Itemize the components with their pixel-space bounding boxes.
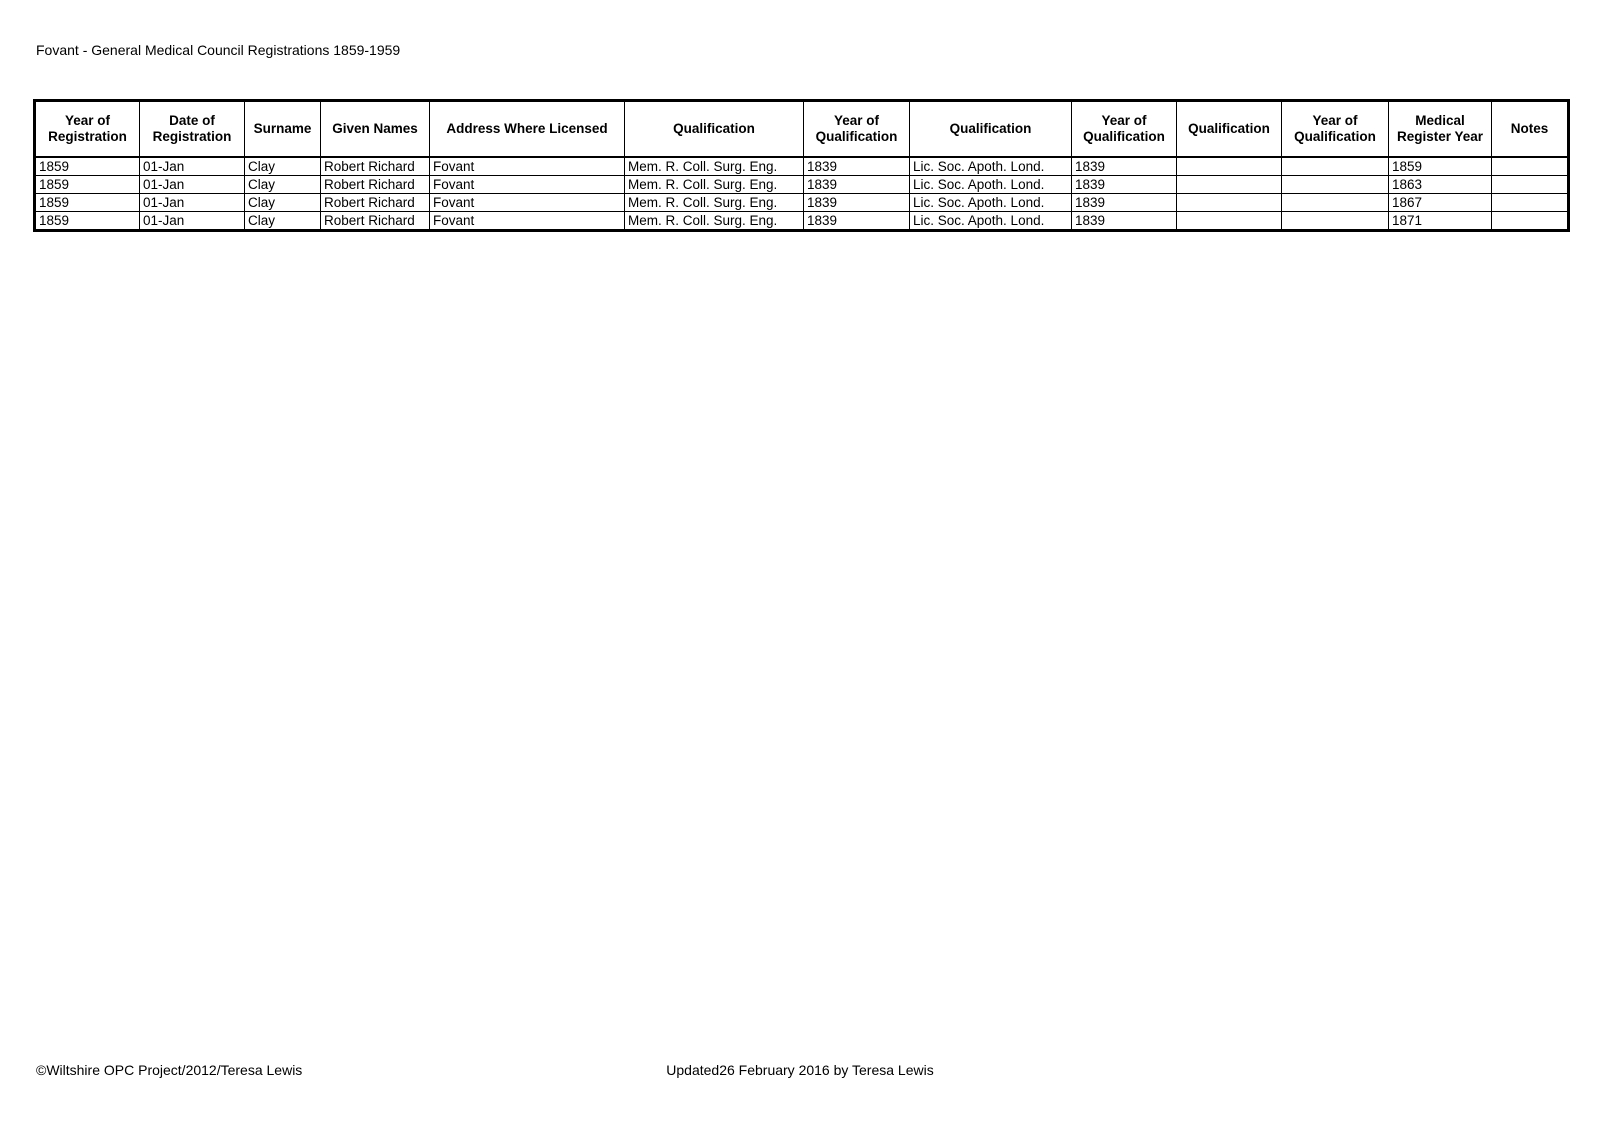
table-cell (1282, 194, 1389, 212)
table-cell: 1839 (1072, 212, 1177, 231)
footer-copyright: ©Wiltshire OPC Project/2012/Teresa Lewis (36, 1062, 303, 1078)
table-cell: 1839 (1072, 157, 1177, 176)
table-cell (1492, 157, 1569, 176)
footer-updated: Updated26 February 2016 by Teresa Lewis (666, 1062, 934, 1078)
table-cell: 1839 (804, 176, 910, 194)
column-header: Medical Register Year (1389, 101, 1492, 158)
table-cell: Robert Richard (321, 176, 430, 194)
table-cell: Clay (245, 157, 321, 176)
column-header: Given Names (321, 101, 430, 158)
table-cell: Fovant (430, 194, 625, 212)
table-cell (1282, 212, 1389, 231)
column-header: Qualification (910, 101, 1072, 158)
column-header: Year of Qualification (1282, 101, 1389, 158)
table-cell: 1859 (1389, 157, 1492, 176)
table-row (35, 194, 1569, 212)
table-row (35, 212, 1569, 231)
table-cell: 1839 (804, 157, 910, 176)
table-cell (1177, 194, 1282, 212)
table-cell: Lic. Soc. Apoth. Lond. (910, 176, 1072, 194)
table-cell: 1839 (804, 212, 910, 231)
table-cell: 1863 (1389, 176, 1492, 194)
table-cell: Mem. R. Coll. Surg. Eng. (625, 194, 804, 212)
column-header: Qualification (1177, 101, 1282, 158)
table-cell: 01-Jan (140, 157, 245, 176)
table-cell: 1871 (1389, 212, 1492, 231)
table-cell: Lic. Soc. Apoth. Lond. (910, 194, 1072, 212)
table-cell: Clay (245, 176, 321, 194)
registrations-table (33, 99, 1570, 232)
table-cell: Lic. Soc. Apoth. Lond. (910, 157, 1072, 176)
column-header: Year of Registration (35, 101, 140, 158)
table-cell: 1867 (1389, 194, 1492, 212)
column-header: Qualification (625, 101, 804, 158)
column-header: Notes (1492, 101, 1569, 158)
table-cell: Clay (245, 212, 321, 231)
table-cell: Mem. R. Coll. Surg. Eng. (625, 176, 804, 194)
table-cell: Robert Richard (321, 157, 430, 176)
column-header: Year of Qualification (1072, 101, 1177, 158)
table-cell: 1859 (35, 176, 140, 194)
table-row (35, 176, 1569, 194)
table-cell (1282, 176, 1389, 194)
table-cell (1282, 157, 1389, 176)
table-header (35, 101, 1569, 158)
table-cell: 1859 (35, 212, 140, 231)
column-header: Date of Registration (140, 101, 245, 158)
table-cell (1492, 212, 1569, 231)
table-cell: Fovant (430, 212, 625, 231)
table-row (35, 157, 1569, 176)
table-cell (1177, 212, 1282, 231)
table-cell: Robert Richard (321, 212, 430, 231)
table-cell: 1839 (1072, 194, 1177, 212)
table-cell: 01-Jan (140, 212, 245, 231)
table-body (35, 157, 1569, 231)
table-cell: Clay (245, 194, 321, 212)
table-cell: Mem. R. Coll. Surg. Eng. (625, 212, 804, 231)
table-cell (1492, 176, 1569, 194)
table-cell: 1839 (804, 194, 910, 212)
table-cell: Robert Richard (321, 194, 430, 212)
table-cell: Mem. R. Coll. Surg. Eng. (625, 157, 804, 176)
column-header: Address Where Licensed (430, 101, 625, 158)
table-cell: Lic. Soc. Apoth. Lond. (910, 212, 1072, 231)
table-cell (1492, 194, 1569, 212)
table-cell: Fovant (430, 157, 625, 176)
table-cell: 01-Jan (140, 194, 245, 212)
table-cell: 01-Jan (140, 176, 245, 194)
table-cell: Fovant (430, 176, 625, 194)
column-header: Surname (245, 101, 321, 158)
table-cell (1177, 157, 1282, 176)
table-cell: 1839 (1072, 176, 1177, 194)
page-title: Fovant - General Medical Council Registrations 1859-1959 (36, 42, 401, 58)
column-header: Year of Qualification (804, 101, 910, 158)
table-cell: 1859 (35, 157, 140, 176)
table-cell: 1859 (35, 194, 140, 212)
table-header-row (35, 101, 1569, 158)
table-cell (1177, 176, 1282, 194)
